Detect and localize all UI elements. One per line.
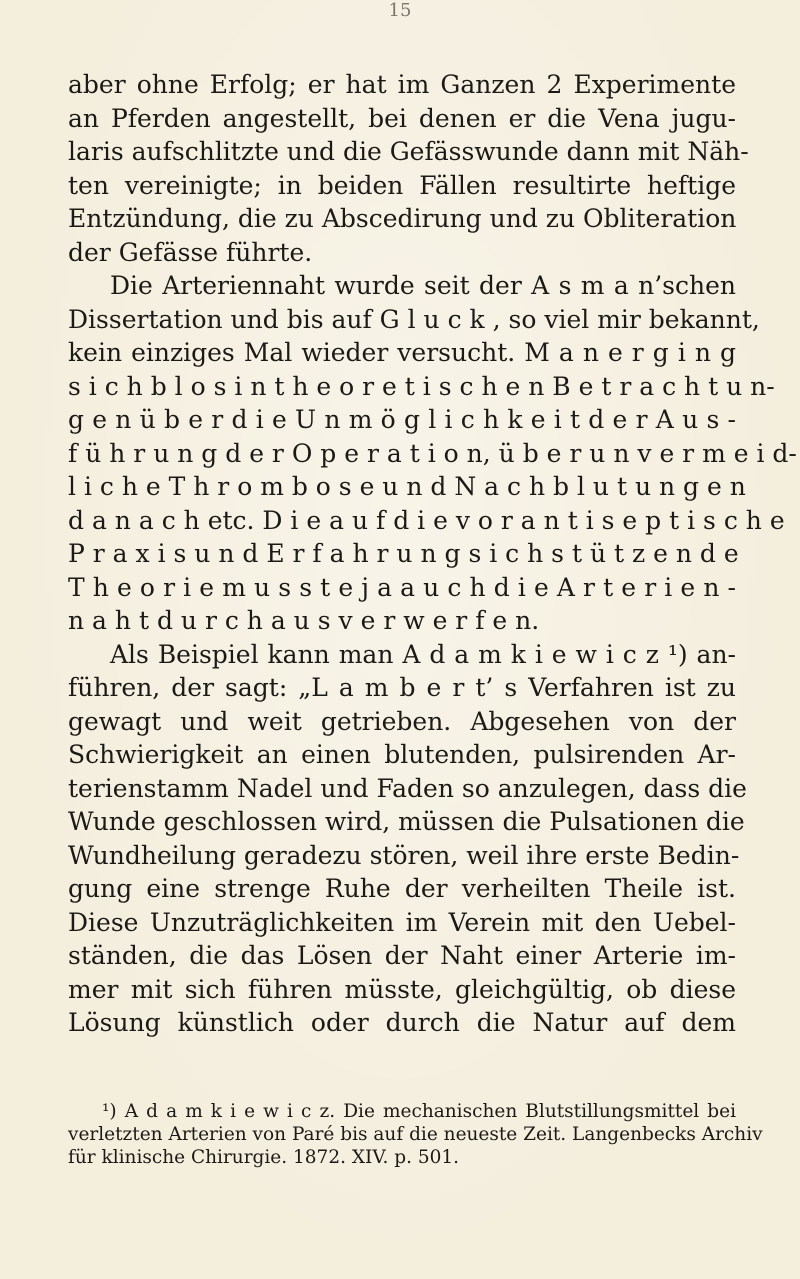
text-line: an Pferden angestellt, bei denen er die Vena jugu- <box>68 103 736 133</box>
text-line: laris aufschlitzte und die Gefässwunde dann mit Näh- <box>68 137 749 166</box>
text-line: Wunde geschlossen wird, müssen die Pulsationen die <box>68 807 745 836</box>
text-line: gewagt und weit getrieben. Abgesehen von der <box>68 706 736 736</box>
text-line: Entzündung, die zu Abscedirung und zu Obliteration <box>68 204 737 233</box>
text-line: mer mit sich führen müsste, gleichgültig, ob diese <box>68 974 736 1004</box>
text-line: l i c h e T h r o m b o s e u n d N a c h b l u t u n g e n <box>68 472 746 501</box>
text-line: Wundheilung geradezu stören, weil ihre erste Bedin- <box>68 840 740 870</box>
text-line: der Gefässe führte. <box>68 237 313 267</box>
text-line: terienstamm Nadel und Faden so anzulegen, dass die <box>68 773 747 803</box>
page-number: 15 <box>388 0 412 21</box>
text-line: führen, der sagt: „L a m b e r t’ s Verfahren ist zu <box>68 673 736 702</box>
footnote-line: für klinische Chirurgie. 1872. XIV. p. 501. <box>68 1147 460 1168</box>
text-line: Schwierigkeit an einen blutenden, pulsirenden Ar- <box>68 740 736 769</box>
text-line: s i c h b l o s i n t h e o r e t i s c h e n B e t r a c h t u n- <box>68 371 775 401</box>
text-line: Als Beispiel kann man A d a m k i e w i c z ¹) an- <box>110 639 736 669</box>
text-line: Die Arteriennaht wurde seit der A s m a n’schen <box>110 271 736 300</box>
text-line: aber ohne Erfolg; er hat im Ganzen 2 Experimente <box>68 70 736 99</box>
text-line: Diese Unzuträglichkeiten im Verein mit den Uebel- <box>68 907 736 937</box>
footnote-line: ¹) A d a m k i e w i c z. Die mechanischen Blutstillungsmittel bei <box>102 1101 736 1122</box>
text-line: ten vereinigte; in beiden Fällen resultirte heftige <box>68 170 736 200</box>
footnote-line: verletzten Arterien von Paré bis auf die neueste Zeit. Langenbecks Archiv <box>68 1124 763 1145</box>
text-line: ständen, die das Lösen der Naht einer Arterie im- <box>68 941 736 970</box>
footnotes <box>68 1100 763 1169</box>
text-line: P r a x i s u n d E r f a h r u n g s i c h s t ü t z e n d e <box>68 539 739 568</box>
text-line: Lösung künstlich oder durch die Natur auf dem <box>68 1008 736 1037</box>
text-line: Dissertation und bis auf G l u c k , so viel mir bekannt, <box>68 304 760 334</box>
body-text <box>68 68 797 1040</box>
text-line: gung eine strenge Ruhe der verheilten Theile ist. <box>68 874 736 903</box>
text-line: g e n ü b e r d i e U n m ö g l i c h k e i t d e r A u s - <box>68 405 736 434</box>
text-line: d a n a c h etc. D i e a u f d i e v o r a n t i s e p t i s c h e <box>68 505 785 535</box>
text-line: n a h t d u r c h a u s v e r w e r f e n. <box>68 606 540 635</box>
text-line: kein einziges Mal wieder versucht. M a n e r g i n g <box>68 338 736 367</box>
text-line: f ü h r u n g d e r O p e r a t i o n, ü b e r u n v e r m e i d- <box>68 438 797 468</box>
text-line: T h e o r i e m u s s t e j a a u c h d i e A r t e r i e n - <box>68 572 736 602</box>
